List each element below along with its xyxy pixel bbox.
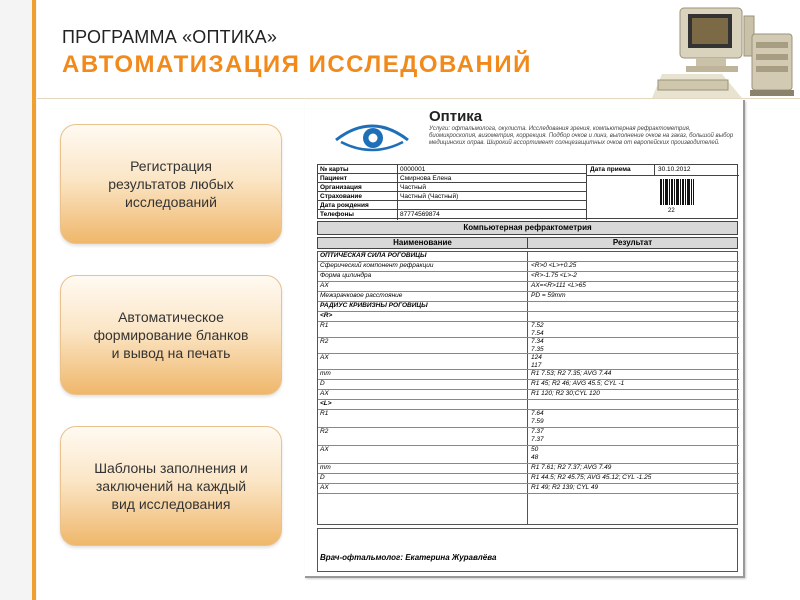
info-label: Пациент — [320, 175, 348, 182]
row-result: 7.37 7.37 — [531, 428, 544, 443]
computer-illustration — [652, 4, 798, 98]
info-value: Смирнова Елена — [400, 175, 452, 182]
table-row — [318, 400, 739, 410]
table-row — [318, 338, 739, 354]
row-result: 50 48 — [531, 446, 539, 461]
slide-heading: АВТОМАТИЗАЦИЯ ИССЛЕДОВАНИЙ — [62, 51, 532, 78]
barcode-number: 22 — [668, 208, 675, 214]
row-result: 7.52 7.54 — [531, 322, 544, 337]
doctor-signature-block — [317, 528, 738, 572]
table-row — [318, 262, 739, 272]
visit-date-value: 30.10.2012 — [658, 166, 691, 173]
row-name: AX — [320, 484, 329, 491]
info-label: Организация — [320, 184, 362, 191]
table-divider — [654, 165, 655, 175]
row-result: 7.64 7.59 — [531, 410, 544, 425]
row-result: AX=<R>111 <L>65 — [531, 282, 586, 289]
info-row — [318, 174, 586, 183]
row-name: <L> — [320, 400, 332, 407]
program-title: ПРОГРАММА «ОПТИКА» — [62, 27, 278, 47]
table-row — [318, 322, 739, 338]
row-name: Межзрачковое расстояние — [320, 292, 403, 299]
table-divider — [586, 175, 739, 176]
table-row — [318, 302, 739, 312]
table-row — [318, 428, 739, 446]
table-row — [318, 312, 739, 322]
table-row — [318, 272, 739, 282]
feature-card-registration — [60, 124, 282, 244]
table-row — [318, 252, 739, 262]
row-result: PD = 59mm — [531, 292, 566, 299]
document-title: Оптика — [429, 108, 483, 125]
section-title: Компьютерная рефрактометрия — [317, 221, 738, 235]
feature-text: Шаблоны заполнения и заключений на каждый вид исследования — [94, 460, 248, 512]
row-name: <R> — [320, 312, 333, 319]
row-name: AX — [320, 390, 329, 397]
info-row — [318, 210, 586, 219]
row-name: D — [320, 380, 325, 387]
info-value: Частный — [400, 184, 427, 191]
table-row — [318, 282, 739, 292]
info-label: Дата рождения — [320, 202, 369, 209]
eye-logo-icon — [333, 118, 411, 158]
document-preview — [305, 100, 745, 578]
row-name: AX — [320, 282, 329, 289]
info-value: 0000001 — [400, 166, 426, 173]
row-result: 7.34 7.35 — [531, 338, 544, 353]
row-name: R1 — [320, 322, 329, 329]
row-name: Форма цилиндра — [320, 272, 372, 279]
feature-card-templates — [60, 426, 282, 546]
row-result: R1 49; R2 139; CYL 49 — [531, 484, 599, 491]
table-row — [318, 380, 739, 390]
info-row — [318, 201, 586, 210]
row-name: AX — [320, 446, 329, 453]
feature-text: Регистрация результатов любых исследований — [108, 158, 234, 210]
row-result: 124 117 — [531, 354, 542, 369]
table-divider — [586, 165, 587, 220]
table-row — [318, 474, 739, 484]
doctor-name: Врач-офтальмолог: Екатерина Журавлёва — [320, 553, 497, 562]
feature-text: Автоматическое формирование бланков и вывод на печать — [93, 309, 249, 361]
info-row — [318, 192, 586, 201]
row-result: R1 44.5; R2 45.75; AVG 45.12; CYL -1.25 — [531, 474, 652, 481]
info-value: 87774569874 — [400, 211, 440, 218]
column-header-result: Результат — [527, 237, 738, 249]
info-label: Телефоны — [320, 211, 354, 218]
table-row — [318, 464, 739, 474]
table-row — [318, 410, 739, 428]
row-result: R1 45; R2 46; AVG 45.5; CYL -1 — [531, 380, 625, 387]
visit-date-label: Дата приема — [590, 166, 631, 173]
info-row — [318, 165, 586, 174]
table-divider — [397, 165, 398, 220]
column-header-name: Наименование — [317, 237, 528, 249]
row-name: mm — [320, 370, 331, 377]
results-table — [317, 251, 738, 525]
patient-info-table — [317, 164, 738, 219]
row-name: РАДИУС КРИВИЗНЫ РОГОВИЦЫ — [320, 302, 428, 309]
row-name: D — [320, 474, 325, 481]
accent-line — [32, 0, 36, 600]
table-row — [318, 354, 739, 370]
info-value: Частный (Частный) — [400, 193, 459, 200]
document-description: Услуги: офтальмолога, окулиста. Исследования зрения, компьютерная рефрактометрия, биомикроскопия, визометрия, коррекция. Подбор очков и линз, выполнение очков на заказ, большой выбор медицинских оправ. Широкий ассортимент солнцезащитных очков от европейских производителей. — [429, 126, 734, 146]
row-name: ОПТИЧЕСКАЯ СИЛА РОГОВИЦЫ — [320, 252, 427, 259]
table-row — [318, 292, 739, 302]
row-name: R1 — [320, 410, 329, 417]
barcode-icon — [660, 179, 694, 205]
row-result: R1 7.61; R2 7.37; AVG 7.49 — [531, 464, 612, 471]
row-name: R2 — [320, 338, 329, 345]
table-row — [318, 484, 739, 494]
row-name: Сферический компонент рефракции — [320, 262, 434, 269]
info-row — [318, 183, 586, 192]
row-name: mm — [320, 464, 331, 471]
row-name: R2 — [320, 428, 329, 435]
info-label: Страхование — [320, 193, 362, 200]
table-row — [318, 390, 739, 400]
info-label: № карты — [320, 166, 349, 173]
row-result: R1 7.53; R2 7.35; AVG 7.44 — [531, 370, 612, 377]
table-row — [318, 446, 739, 464]
table-row — [318, 370, 739, 380]
row-result: <R>0 <L>+0.25 — [531, 262, 577, 269]
header-divider — [37, 98, 800, 99]
row-result: <R>-1.75 <L>-2 — [531, 272, 577, 279]
feature-card-printing — [60, 275, 282, 395]
row-result: R1 120; R2 30;CYL 120 — [531, 390, 600, 397]
row-name: AX — [320, 354, 329, 361]
